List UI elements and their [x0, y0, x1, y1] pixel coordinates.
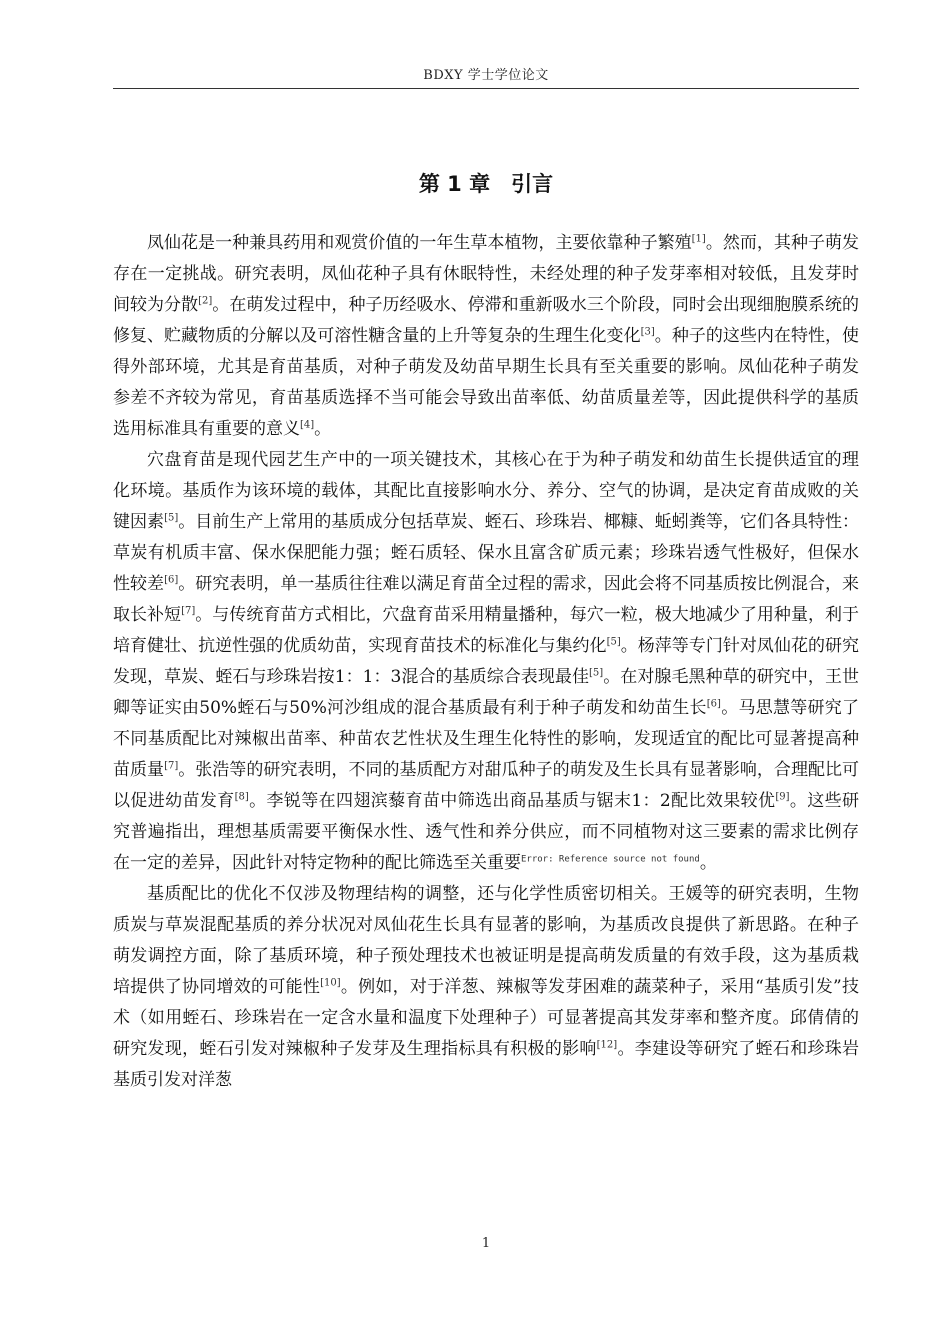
citation-marker: [12]	[596, 1039, 618, 1051]
page-number: 1	[481, 1236, 491, 1251]
body-text	[113, 228, 859, 1096]
text-run: 。马思慧等研究了不同基质配比对辣椒出苗率、种苗农艺性状及生理生化特性的影响，发现适宜的配比可显著提高种苗质量	[113, 698, 860, 780]
citation-marker: [3]	[640, 326, 655, 338]
citation-marker: [4]	[300, 419, 315, 431]
citation-marker: [2]	[198, 295, 213, 307]
citation-marker: [6]	[164, 574, 179, 586]
citation-marker: [5]	[164, 512, 179, 524]
text-run: 穴盘育苗是现代园艺生产中的一项关键技术，其核心在于为种子萌发和幼苗生长提供适宜的理化环境。基质作为该环境的载体，其配比直接影响水分、养分、空气的协调，是决定育苗成败的关键因素	[113, 450, 859, 532]
citation-marker: [5]	[589, 667, 604, 679]
text-run: 。	[699, 853, 717, 873]
text-run: 。然而，其种子萌发存在一定挑战。研究表明，凤仙花种子具有休眠特性，未经处理的种子发芽率相对较低，且发芽时间较为分散	[113, 233, 860, 315]
chapter-title: 第 1 章 引言	[418, 172, 554, 196]
text-run: 。	[314, 419, 332, 439]
running-header: BDXY 学士学位论文	[423, 68, 549, 83]
reference-error-marker: Error: Reference source not found	[521, 854, 700, 865]
citation-marker: [1]	[691, 233, 706, 245]
text-run: 凤仙花是一种兼具药用和观赏价值的一年生草本植物，主要依靠种子繁殖	[147, 233, 692, 253]
text-run: 。与传统育苗方式相比，穴盘育苗采用精量播种，每穴一粒，极大地减少了用种量，利于培育健壮、抗逆性强的优质幼苗，实现育苗技术的标准化与集约化	[113, 605, 859, 656]
citation-marker: [7]	[181, 605, 196, 617]
citation-marker: [5]	[606, 636, 621, 648]
text-run: 。这些研究普遍指出，理想基质需要平衡保水性、透气性和养分供应，而不同植物对这三要素的需求比例存在一定的差异，因此针对特定物种的配比筛选至关重要	[113, 791, 860, 873]
text-run: 。张浩等的研究表明，不同的基质配方对甜瓜种子的萌发及生长具有显著影响，合理配比可以促进幼苗发育	[113, 760, 860, 811]
citation-marker: [6]	[706, 698, 721, 710]
paragraph-3	[113, 879, 859, 1096]
text-run: 。李锐等在四翅滨藜育苗中筛选出商品基质与锯末1：2配比效果较优	[248, 791, 776, 811]
citation-marker: [9]	[775, 791, 790, 803]
header-rule	[113, 88, 859, 89]
citation-marker: [8]	[234, 791, 249, 803]
citation-marker: [7]	[164, 760, 179, 772]
text-run: 。在对腺毛黑种草的研究中，王世卿等证实由50%蛭石与50%河沙组成的混合基质最有利于种子萌发和幼苗生长	[113, 667, 859, 718]
citation-marker: [10]	[320, 977, 341, 989]
text-run: 。李建设等研究了蛭石和珍珠岩基质引发对洋葱	[113, 1039, 860, 1090]
text-run: 。种子的这些内在特性，使得外部环境，尤其是育苗基质，对种子萌发及幼苗早期生长具有至关重要的影响。凤仙花种子萌发参差不齐较为常见，育苗基质选择不当可能会导致出苗率低、幼苗质量差等，因此提供科学的基质选用标准具有重要的意义	[113, 326, 860, 439]
text-run: 。目前生产上常用的基质成分包括草炭、蛭石、珍珠岩、椰糠、蚯蚓粪等，它们各具特性：草炭有机质丰富、保水保肥能力强；蛭石质轻、保水且富含矿质元素；珍珠岩透气性极好，但保水性较差	[113, 512, 860, 594]
text-run: 。研究表明，单一基质往往难以满足育苗全过程的需求，因此会将不同基质按比例混合，来取长补短	[113, 574, 860, 625]
paragraph-1	[113, 228, 859, 445]
text-run: 。例如，对于洋葱、辣椒等发芽困难的蔬菜种子，采用“基质引发”技术（如用蛭石、珍珠岩在一定含水量和温度下处理种子）可显著提高其发芽率和整齐度。邱倩倩的研究发现，蛭石引发对辣椒种子发芽及生理指标具有积极的影响	[113, 977, 859, 1059]
text-run: 。杨萍等专门针对凤仙花的研究发现，草炭、蛭石与珍珠岩按1：1：3混合的基质综合表现最佳	[113, 636, 860, 687]
text-run: 。在萌发过程中，种子历经吸水、停滞和重新吸水三个阶段，同时会出现细胞膜系统的修复、贮藏物质的分解以及可溶性糖含量的上升等复杂的生理生化变化	[113, 295, 860, 346]
paragraph-2	[113, 445, 859, 879]
text-run: 基质配比的优化不仅涉及物理结构的调整，还与化学性质密切相关。王媛等的研究表明，生物质炭与草炭混配基质的养分状况对凤仙花生长具有显著的影响，为基质改良提供了新思路。在种子萌发调控方面，除了基质环境，种子预处理技术也被证明是提高萌发质量的有效手段，这为基质栽培提供了协同增效的可能性	[113, 884, 859, 997]
